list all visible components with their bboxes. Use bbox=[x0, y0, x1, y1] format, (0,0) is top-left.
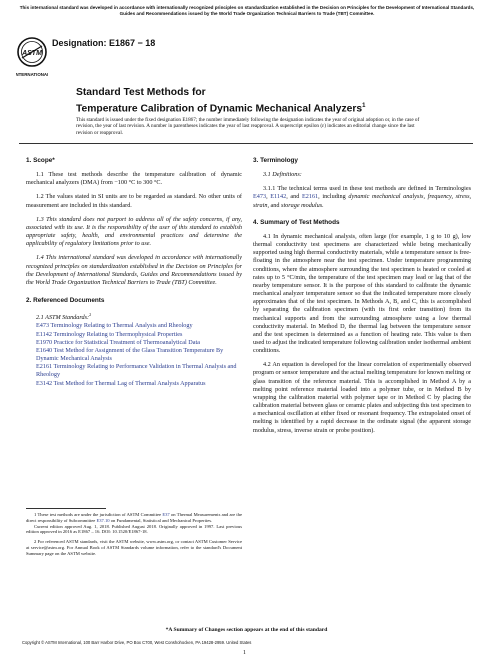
reference-item bbox=[26, 347, 242, 363]
astm-standards-label: 2.1 ASTM Standards:$^2$ bbox=[36, 312, 92, 322]
scope-1-4: 1.4 This international standard was developed in accordance with internationally recognized principles on standardization established in the Decision on Principles for the Development of International Standards, Guides and Recommendations issued by the World Trade Organization Technical Barriers to Trade (TBT) Committee. bbox=[26, 254, 242, 286]
reference-item bbox=[26, 331, 242, 339]
reference-title[interactable]: Terminology Relating to Thermophysical Properties bbox=[53, 330, 183, 338]
link-e37[interactable]: E37 bbox=[162, 512, 170, 517]
link-e37-10[interactable]: E37.10 bbox=[96, 517, 110, 523]
logo-top-text: ASTM bbox=[22, 50, 42, 57]
reference-title[interactable]: Test Method for Thermal Lag of Thermal Analysis Apparatus bbox=[53, 379, 206, 387]
page-number: 1 bbox=[243, 650, 246, 656]
summary-of-changes-note: *A Summary of Changes section appears at the end of this standard bbox=[165, 627, 328, 633]
copyright: Copyright © ASTM International, 100 Barr Harbor Drive, PO Box C700, West Conshohocken, PA 19428-2959. United States bbox=[22, 640, 252, 645]
reference-code-link[interactable]: E2161 bbox=[36, 363, 53, 371]
reference-code-link[interactable]: E1970 bbox=[36, 338, 53, 346]
link-e2161[interactable]: E2161 bbox=[302, 193, 319, 201]
footnote-edition: Current edition approved Aug. 1, 2018. Published August 2018. Originally approved in 1997. Last previous edition approved in 2016 as E1867 – 16. DOI: 10.1520/E1867-18. bbox=[26, 523, 242, 535]
refs-heading: 2. Referenced Documents bbox=[26, 297, 105, 305]
title-line-2: Temperature Calibration of Dynamic Mechanical Analyzers bbox=[76, 102, 363, 114]
link-e473[interactable]: E473 bbox=[253, 193, 267, 201]
terminology-3-1-1: 3.1.1 The technical terms used in these test methods are defined in Terminologies E473, E1142, and E2161, including dynamic mechanical analysis, frequency, stress, strain, and storage modulus. bbox=[253, 185, 472, 209]
reference-code-link[interactable]: E3142 bbox=[36, 379, 53, 387]
title-footnote-mark: 1 bbox=[362, 102, 366, 109]
reference-code-link[interactable]: E1142 bbox=[36, 330, 52, 338]
document-title bbox=[76, 87, 365, 115]
reference-title[interactable]: Practice for Statistical Treatment of Thermoanalytical Data bbox=[53, 338, 200, 346]
left-column bbox=[26, 157, 242, 388]
issue-note: This standard is issued under the fixed designation E1867; the number immediately following the designation indicates the year of original adoption or, in the case of revision, the year of last revision. A number in parentheses indicates the year of last reapproval. A superscript epsilon (ε) indicates an editorial change since the last revision or reapproval. bbox=[76, 117, 420, 136]
summary-heading: 4. Summary of Test Methods bbox=[253, 218, 340, 226]
header-divider bbox=[19, 143, 473, 144]
footnote-1: 1 These test methods are under the jurisdiction of ASTM Committee E37 on Thermal Measurements and are the direct responsibility of Subcommittee E37.10 on Fundamental, Statistical and Mechanical Properties. bbox=[26, 512, 242, 523]
tbt-banner: This international standard was developed in accordance with internationally recognized principles on standardization established in the Decision on Principles for the Development of International Standards, Guides and Recommendations issued by the World Trade Organization Technical Barriers to Trade (TBT) Committee. bbox=[19, 5, 475, 16]
scope-1-2: 1.2 The values stated in SI units are to be regarded as standard. No other units of measurement are included in this standard. bbox=[26, 193, 242, 209]
reference-title[interactable]: Test Method for Assignment of the Glass Transition Temperature By Dynamic Mechanical Analysis bbox=[36, 346, 224, 363]
title-line-1: Standard Test Methods for bbox=[76, 87, 206, 98]
scope-heading: 1. Scope* bbox=[26, 157, 55, 164]
link-e1142[interactable]: E1142 bbox=[270, 193, 287, 201]
scope-1-1: 1.1 These test methods describe the temperature calibration of dynamic mechanical analyzers (DMA) from −100 °C to 300 °C. bbox=[26, 171, 242, 187]
reference-code-link[interactable]: E473 bbox=[36, 322, 50, 330]
terminology-heading: 3. Terminology bbox=[253, 157, 298, 164]
reference-list bbox=[26, 322, 242, 387]
logo-bottom-text: INTERNATIONAL bbox=[16, 72, 48, 77]
reference-title[interactable]: Terminology Relating to Performance Validation in Thermal Analysis and Rheology bbox=[36, 363, 237, 379]
definitions-label: 3.1 Definitions: bbox=[263, 171, 302, 179]
footnote-divider bbox=[26, 508, 106, 509]
summary-4-1: 4.1 In dynamic mechanical analysis, often large (for example, 1 g to 10 g), low thermal conductivity test specimens are characterized while being mechanically supported using high thermal conductivity materials, while a temperature sensor is free-floating in the atmosphere near the test specimen. Under temperature programming conditions, where the atmosphere surrounding the test specimen is heated or cooled at rates up to 5 °C/min, the temperature of the test specimen may lead or lag that of the nearby temperature sensor. It is the purpose of this standard to calibrate the dynamic mechanical analyzer temperature sensor so that the indicated temperature more closely approximates that of the test specimen. In Methods A, B, and C, this is accomplished by separating the calibration specimen (with its first order transition) from its mechanical supports and from the surrounding atmosphere using a low thermal conductivity material. In Method D, the thermal lag between the temperature sensor and the test specimen is determined as a function of heating rate. This value is then used to adjust the indicated temperature following calibration under isothermal ambient conditions. bbox=[253, 232, 471, 355]
reference-item bbox=[26, 363, 242, 379]
footnote-2: 2 For referenced ASTM standards, visit the ASTM website, www.astm.org, or contact ASTM Customer Service at service@astm.org. For Annual Book of ASTM Standards volume information, refer to the standard's Document Summary page on the ASTM website. bbox=[26, 539, 242, 556]
right-column bbox=[253, 157, 471, 435]
designation: Designation: E1867 − 18 bbox=[52, 38, 156, 48]
reference-item bbox=[26, 322, 242, 330]
reference-title[interactable]: Terminology Relating to Thermal Analysis and Rheology bbox=[50, 322, 193, 330]
astm-logo bbox=[16, 36, 48, 80]
reference-code-link[interactable]: E1640 bbox=[36, 346, 53, 354]
scope-1-3: 1.3 This standard does not purport to address all of the safety concerns, if any, associated with its use. It is the responsibility of the user of this standard to establish appropriate safety, health, and environmental practices and determine the applicability of regulatory limitations prior to use. bbox=[26, 215, 242, 248]
reference-item bbox=[26, 380, 242, 388]
reference-item bbox=[26, 339, 242, 347]
summary-4-2: 4.2 An equation is developed for the linear correlation of experimentally observed program or sensor temperature and the actual melting temperature for known melting or glass transition of the reference material. This is accomplished in Method A by a melting point reference material loaded into a polymer tube, or in Method B by wrapping the calibration material with polymer tape or in Method C by placing the calibration material between glass or ceramic plates and subjecting this test specimen to a mechanical oscillation at either fixed or resonant frequency. The extrapolated onset of melting is identified by a rapid decrease in the ordinate signal (the apparent storage modulus, stress, inverse strain or probe position). bbox=[253, 361, 471, 434]
footnotes bbox=[26, 512, 242, 556]
